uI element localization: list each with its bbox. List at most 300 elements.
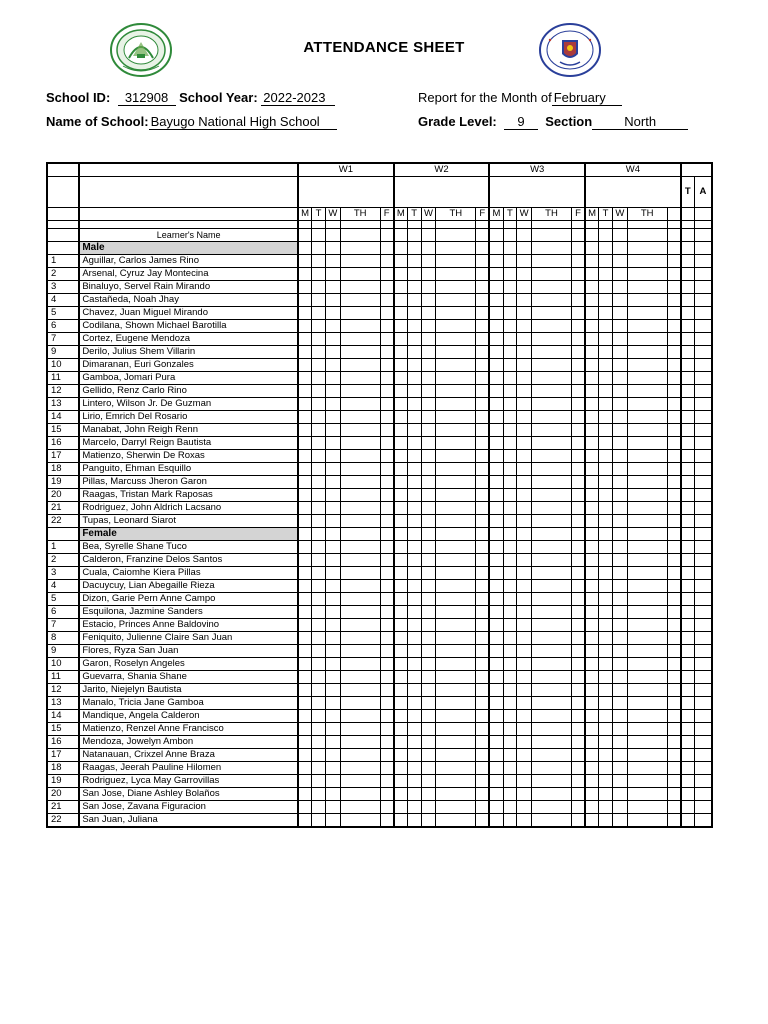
total-cell[interactable] xyxy=(681,268,695,281)
attendance-cell[interactable] xyxy=(585,684,599,697)
attendance-cell[interactable] xyxy=(585,645,599,658)
attendance-cell[interactable] xyxy=(476,697,490,710)
attendance-cell[interactable] xyxy=(612,710,627,723)
attendance-cell[interactable] xyxy=(476,242,490,255)
attendance-cell[interactable] xyxy=(627,268,667,281)
attendance-cell[interactable] xyxy=(312,515,326,528)
spacer-cell[interactable] xyxy=(476,221,490,229)
attendance-cell[interactable] xyxy=(627,255,667,268)
attendance-cell[interactable] xyxy=(380,320,394,333)
attendance-cell[interactable] xyxy=(532,255,572,268)
attendance-cell[interactable] xyxy=(407,294,421,307)
attendance-cell[interactable] xyxy=(503,489,517,502)
attendance-cell[interactable] xyxy=(517,788,532,801)
attendance-cell[interactable] xyxy=(489,606,503,619)
attendance-cell[interactable] xyxy=(394,541,408,554)
attendance-cell[interactable] xyxy=(489,775,503,788)
attendance-cell[interactable] xyxy=(489,372,503,385)
total-cell[interactable] xyxy=(681,359,695,372)
attendance-cell[interactable] xyxy=(503,749,517,762)
attendance-cell[interactable] xyxy=(340,684,380,697)
attendance-cell[interactable] xyxy=(517,489,532,502)
attendance-cell[interactable] xyxy=(489,346,503,359)
attendance-cell[interactable] xyxy=(627,281,667,294)
attendance-cell[interactable] xyxy=(627,749,667,762)
attendance-cell[interactable] xyxy=(585,775,599,788)
attendance-cell[interactable] xyxy=(436,463,476,476)
attendance-cell[interactable] xyxy=(627,398,667,411)
attendance-cell[interactable] xyxy=(532,359,572,372)
attendance-cell[interactable] xyxy=(627,619,667,632)
attendance-cell[interactable] xyxy=(298,437,312,450)
attendance-cell[interactable] xyxy=(585,632,599,645)
attendance-cell[interactable] xyxy=(394,762,408,775)
attendance-cell[interactable] xyxy=(394,255,408,268)
attendance-cell[interactable] xyxy=(394,619,408,632)
attendance-cell[interactable] xyxy=(503,398,517,411)
attendance-cell[interactable] xyxy=(476,684,490,697)
total-cell[interactable] xyxy=(681,255,695,268)
attendance-cell[interactable] xyxy=(380,619,394,632)
attendance-cell[interactable] xyxy=(298,281,312,294)
attendance-cell[interactable] xyxy=(340,632,380,645)
attendance-cell[interactable] xyxy=(325,528,340,541)
attendance-cell[interactable] xyxy=(340,346,380,359)
attendance-cell[interactable] xyxy=(436,658,476,671)
attendance-cell[interactable] xyxy=(394,450,408,463)
attendance-cell[interactable] xyxy=(627,645,667,658)
attendance-cell[interactable] xyxy=(571,606,585,619)
attendance-cell[interactable] xyxy=(489,593,503,606)
attendance-cell[interactable] xyxy=(298,606,312,619)
attendance-cell[interactable] xyxy=(325,229,340,242)
attendance-cell[interactable] xyxy=(298,736,312,749)
attendance-cell[interactable] xyxy=(517,398,532,411)
attendance-cell[interactable] xyxy=(532,645,572,658)
attendance-cell[interactable] xyxy=(599,814,613,828)
attendance-cell[interactable] xyxy=(571,697,585,710)
attendance-cell[interactable] xyxy=(421,541,436,554)
attendance-cell[interactable] xyxy=(298,476,312,489)
attendance-cell[interactable] xyxy=(517,580,532,593)
attendance-cell[interactable] xyxy=(503,645,517,658)
attendance-cell[interactable] xyxy=(298,320,312,333)
spacer-cell[interactable] xyxy=(585,221,599,229)
attendance-cell[interactable] xyxy=(585,359,599,372)
attendance-cell[interactable] xyxy=(407,606,421,619)
attendance-cell[interactable] xyxy=(517,528,532,541)
attendance-cell[interactable] xyxy=(476,541,490,554)
attendance-cell[interactable] xyxy=(325,554,340,567)
attendance-cell[interactable] xyxy=(667,359,681,372)
total-cell[interactable] xyxy=(681,333,695,346)
attendance-cell[interactable] xyxy=(571,580,585,593)
attendance-cell[interactable] xyxy=(667,476,681,489)
attendance-cell[interactable] xyxy=(532,437,572,450)
attendance-cell[interactable] xyxy=(532,567,572,580)
attendance-cell[interactable] xyxy=(585,788,599,801)
attendance-cell[interactable] xyxy=(532,450,572,463)
attendance-cell[interactable] xyxy=(667,684,681,697)
attendance-cell[interactable] xyxy=(407,775,421,788)
attendance-cell[interactable] xyxy=(612,411,627,424)
attendance-cell[interactable] xyxy=(612,671,627,684)
attendance-cell[interactable] xyxy=(667,385,681,398)
attendance-cell[interactable] xyxy=(489,450,503,463)
spacer-cell[interactable] xyxy=(421,221,436,229)
attendance-cell[interactable] xyxy=(599,593,613,606)
attendance-cell[interactable] xyxy=(517,281,532,294)
total-cell[interactable] xyxy=(681,554,695,567)
attendance-cell[interactable] xyxy=(394,645,408,658)
attendance-cell[interactable] xyxy=(612,502,627,515)
absent-cell[interactable] xyxy=(694,619,712,632)
attendance-cell[interactable] xyxy=(340,541,380,554)
attendance-cell[interactable] xyxy=(421,580,436,593)
attendance-cell[interactable] xyxy=(476,333,490,346)
attendance-cell[interactable] xyxy=(476,723,490,736)
attendance-cell[interactable] xyxy=(517,268,532,281)
attendance-cell[interactable] xyxy=(585,736,599,749)
attendance-cell[interactable] xyxy=(394,476,408,489)
attendance-cell[interactable] xyxy=(503,606,517,619)
total-cell[interactable] xyxy=(681,307,695,320)
attendance-cell[interactable] xyxy=(325,281,340,294)
attendance-cell[interactable] xyxy=(489,255,503,268)
attendance-cell[interactable] xyxy=(599,398,613,411)
attendance-cell[interactable] xyxy=(476,749,490,762)
attendance-cell[interactable] xyxy=(667,541,681,554)
attendance-cell[interactable] xyxy=(667,710,681,723)
attendance-cell[interactable] xyxy=(599,749,613,762)
attendance-cell[interactable] xyxy=(489,814,503,828)
absent-cell[interactable] xyxy=(694,736,712,749)
attendance-cell[interactable] xyxy=(667,450,681,463)
attendance-cell[interactable] xyxy=(325,788,340,801)
attendance-cell[interactable] xyxy=(312,346,326,359)
attendance-cell[interactable] xyxy=(340,788,380,801)
attendance-cell[interactable] xyxy=(298,242,312,255)
attendance-cell[interactable] xyxy=(571,346,585,359)
absent-cell[interactable] xyxy=(694,671,712,684)
attendance-cell[interactable] xyxy=(627,775,667,788)
attendance-cell[interactable] xyxy=(380,567,394,580)
attendance-cell[interactable] xyxy=(532,398,572,411)
total-cell[interactable] xyxy=(681,281,695,294)
attendance-cell[interactable] xyxy=(325,385,340,398)
attendance-cell[interactable] xyxy=(298,515,312,528)
attendance-cell[interactable] xyxy=(585,580,599,593)
total-cell[interactable] xyxy=(681,476,695,489)
attendance-cell[interactable] xyxy=(407,801,421,814)
attendance-cell[interactable] xyxy=(325,567,340,580)
total-cell[interactable] xyxy=(681,580,695,593)
attendance-cell[interactable] xyxy=(394,424,408,437)
attendance-cell[interactable] xyxy=(312,463,326,476)
attendance-cell[interactable] xyxy=(612,450,627,463)
attendance-cell[interactable] xyxy=(436,333,476,346)
attendance-cell[interactable] xyxy=(436,372,476,385)
attendance-cell[interactable] xyxy=(667,333,681,346)
attendance-cell[interactable] xyxy=(612,398,627,411)
attendance-cell[interactable] xyxy=(489,632,503,645)
attendance-cell[interactable] xyxy=(627,710,667,723)
attendance-cell[interactable] xyxy=(667,307,681,320)
attendance-cell[interactable] xyxy=(599,320,613,333)
attendance-cell[interactable] xyxy=(325,736,340,749)
attendance-cell[interactable] xyxy=(298,398,312,411)
attendance-cell[interactable] xyxy=(298,593,312,606)
attendance-cell[interactable] xyxy=(407,489,421,502)
attendance-cell[interactable] xyxy=(394,554,408,567)
attendance-cell[interactable] xyxy=(380,294,394,307)
attendance-cell[interactable] xyxy=(380,710,394,723)
attendance-cell[interactable] xyxy=(571,762,585,775)
attendance-cell[interactable] xyxy=(298,333,312,346)
attendance-cell[interactable] xyxy=(325,463,340,476)
attendance-cell[interactable] xyxy=(436,723,476,736)
attendance-cell[interactable] xyxy=(340,437,380,450)
attendance-cell[interactable] xyxy=(627,515,667,528)
attendance-cell[interactable] xyxy=(436,554,476,567)
attendance-cell[interactable] xyxy=(599,554,613,567)
attendance-cell[interactable] xyxy=(340,385,380,398)
attendance-cell[interactable] xyxy=(325,671,340,684)
attendance-cell[interactable] xyxy=(517,307,532,320)
attendance-cell[interactable] xyxy=(503,541,517,554)
total-cell[interactable] xyxy=(681,710,695,723)
attendance-cell[interactable] xyxy=(517,502,532,515)
attendance-cell[interactable] xyxy=(312,294,326,307)
attendance-cell[interactable] xyxy=(325,801,340,814)
total-cell[interactable] xyxy=(681,502,695,515)
attendance-cell[interactable] xyxy=(612,372,627,385)
attendance-cell[interactable] xyxy=(599,424,613,437)
attendance-cell[interactable] xyxy=(532,372,572,385)
attendance-cell[interactable] xyxy=(667,723,681,736)
total-cell[interactable] xyxy=(681,541,695,554)
absent-cell[interactable] xyxy=(694,307,712,320)
absent-cell[interactable] xyxy=(694,710,712,723)
attendance-cell[interactable] xyxy=(476,255,490,268)
attendance-cell[interactable] xyxy=(667,463,681,476)
attendance-cell[interactable] xyxy=(312,723,326,736)
attendance-cell[interactable] xyxy=(627,450,667,463)
attendance-cell[interactable] xyxy=(325,255,340,268)
attendance-cell[interactable] xyxy=(476,463,490,476)
attendance-cell[interactable] xyxy=(667,346,681,359)
attendance-cell[interactable] xyxy=(532,606,572,619)
attendance-cell[interactable] xyxy=(394,294,408,307)
attendance-cell[interactable] xyxy=(380,658,394,671)
attendance-cell[interactable] xyxy=(340,320,380,333)
attendance-cell[interactable] xyxy=(421,645,436,658)
attendance-cell[interactable] xyxy=(380,580,394,593)
attendance-cell[interactable] xyxy=(476,489,490,502)
attendance-cell[interactable] xyxy=(571,645,585,658)
attendance-cell[interactable] xyxy=(407,710,421,723)
attendance-cell[interactable] xyxy=(517,567,532,580)
attendance-cell[interactable] xyxy=(489,723,503,736)
attendance-cell[interactable] xyxy=(325,307,340,320)
attendance-cell[interactable] xyxy=(312,645,326,658)
attendance-cell[interactable] xyxy=(312,762,326,775)
attendance-cell[interactable] xyxy=(394,359,408,372)
attendance-cell[interactable] xyxy=(421,515,436,528)
attendance-cell[interactable] xyxy=(421,372,436,385)
attendance-cell[interactable] xyxy=(340,424,380,437)
attendance-cell[interactable] xyxy=(599,528,613,541)
attendance-cell[interactable] xyxy=(599,476,613,489)
attendance-cell[interactable] xyxy=(517,697,532,710)
attendance-cell[interactable] xyxy=(421,788,436,801)
attendance-cell[interactable] xyxy=(312,437,326,450)
attendance-cell[interactable] xyxy=(436,346,476,359)
attendance-cell[interactable] xyxy=(436,749,476,762)
attendance-cell[interactable] xyxy=(325,476,340,489)
attendance-cell[interactable] xyxy=(325,411,340,424)
attendance-cell[interactable] xyxy=(612,645,627,658)
attendance-cell[interactable] xyxy=(407,320,421,333)
attendance-cell[interactable] xyxy=(627,463,667,476)
attendance-cell[interactable] xyxy=(599,736,613,749)
attendance-cell[interactable] xyxy=(436,437,476,450)
attendance-cell[interactable] xyxy=(585,255,599,268)
absent-cell[interactable] xyxy=(694,658,712,671)
attendance-cell[interactable] xyxy=(517,424,532,437)
attendance-cell[interactable] xyxy=(436,788,476,801)
attendance-cell[interactable] xyxy=(298,710,312,723)
attendance-cell[interactable] xyxy=(627,606,667,619)
attendance-cell[interactable] xyxy=(436,307,476,320)
attendance-cell[interactable] xyxy=(612,242,627,255)
attendance-cell[interactable] xyxy=(532,801,572,814)
attendance-cell[interactable] xyxy=(517,606,532,619)
attendance-cell[interactable] xyxy=(298,554,312,567)
attendance-cell[interactable] xyxy=(571,255,585,268)
attendance-cell[interactable] xyxy=(532,580,572,593)
absent-cell[interactable] xyxy=(694,606,712,619)
attendance-cell[interactable] xyxy=(667,502,681,515)
attendance-cell[interactable] xyxy=(325,294,340,307)
total-cell[interactable] xyxy=(681,450,695,463)
attendance-cell[interactable] xyxy=(407,658,421,671)
attendance-cell[interactable] xyxy=(489,515,503,528)
attendance-cell[interactable] xyxy=(627,658,667,671)
attendance-cell[interactable] xyxy=(312,450,326,463)
attendance-cell[interactable] xyxy=(599,489,613,502)
attendance-cell[interactable] xyxy=(667,697,681,710)
attendance-cell[interactable] xyxy=(298,502,312,515)
attendance-cell[interactable] xyxy=(627,411,667,424)
attendance-cell[interactable] xyxy=(421,606,436,619)
attendance-cell[interactable] xyxy=(571,229,585,242)
spacer-cell[interactable] xyxy=(312,221,326,229)
attendance-cell[interactable] xyxy=(667,567,681,580)
attendance-cell[interactable] xyxy=(407,814,421,828)
attendance-cell[interactable] xyxy=(627,528,667,541)
attendance-cell[interactable] xyxy=(394,580,408,593)
attendance-cell[interactable] xyxy=(394,710,408,723)
attendance-cell[interactable] xyxy=(503,710,517,723)
attendance-cell[interactable] xyxy=(571,528,585,541)
attendance-cell[interactable] xyxy=(421,294,436,307)
attendance-cell[interactable] xyxy=(599,697,613,710)
attendance-cell[interactable] xyxy=(298,268,312,281)
attendance-cell[interactable] xyxy=(612,437,627,450)
attendance-cell[interactable] xyxy=(421,736,436,749)
attendance-cell[interactable] xyxy=(421,255,436,268)
attendance-cell[interactable] xyxy=(612,489,627,502)
attendance-cell[interactable] xyxy=(532,684,572,697)
attendance-cell[interactable] xyxy=(571,411,585,424)
absent-cell[interactable] xyxy=(694,372,712,385)
attendance-cell[interactable] xyxy=(312,268,326,281)
attendance-cell[interactable] xyxy=(612,346,627,359)
attendance-cell[interactable] xyxy=(517,671,532,684)
attendance-cell[interactable] xyxy=(532,736,572,749)
attendance-cell[interactable] xyxy=(532,463,572,476)
attendance-cell[interactable] xyxy=(612,567,627,580)
attendance-cell[interactable] xyxy=(380,632,394,645)
attendance-cell[interactable] xyxy=(667,788,681,801)
attendance-cell[interactable] xyxy=(421,658,436,671)
attendance-cell[interactable] xyxy=(599,619,613,632)
attendance-cell[interactable] xyxy=(407,398,421,411)
attendance-cell[interactable] xyxy=(612,268,627,281)
attendance-cell[interactable] xyxy=(298,346,312,359)
attendance-cell[interactable] xyxy=(532,411,572,424)
attendance-cell[interactable] xyxy=(312,658,326,671)
attendance-cell[interactable] xyxy=(599,437,613,450)
attendance-cell[interactable] xyxy=(612,424,627,437)
attendance-cell[interactable] xyxy=(667,294,681,307)
attendance-cell[interactable] xyxy=(380,359,394,372)
absent-cell[interactable] xyxy=(694,346,712,359)
attendance-cell[interactable] xyxy=(298,723,312,736)
attendance-cell[interactable] xyxy=(476,606,490,619)
attendance-cell[interactable] xyxy=(489,554,503,567)
attendance-cell[interactable] xyxy=(312,476,326,489)
total-cell[interactable] xyxy=(681,229,695,242)
attendance-cell[interactable] xyxy=(340,606,380,619)
attendance-cell[interactable] xyxy=(585,281,599,294)
attendance-cell[interactable] xyxy=(380,450,394,463)
attendance-cell[interactable] xyxy=(312,632,326,645)
attendance-cell[interactable] xyxy=(340,450,380,463)
attendance-cell[interactable] xyxy=(312,736,326,749)
attendance-cell[interactable] xyxy=(407,476,421,489)
attendance-cell[interactable] xyxy=(612,320,627,333)
attendance-cell[interactable] xyxy=(340,268,380,281)
attendance-cell[interactable] xyxy=(503,476,517,489)
attendance-cell[interactable] xyxy=(571,593,585,606)
attendance-cell[interactable] xyxy=(394,268,408,281)
absent-cell[interactable] xyxy=(694,749,712,762)
attendance-cell[interactable] xyxy=(599,229,613,242)
absent-cell[interactable] xyxy=(694,242,712,255)
attendance-cell[interactable] xyxy=(436,515,476,528)
spacer-cell[interactable] xyxy=(298,221,312,229)
attendance-cell[interactable] xyxy=(394,229,408,242)
attendance-cell[interactable] xyxy=(380,489,394,502)
absent-cell[interactable] xyxy=(694,801,712,814)
attendance-cell[interactable] xyxy=(394,307,408,320)
attendance-cell[interactable] xyxy=(532,242,572,255)
absent-cell[interactable] xyxy=(694,294,712,307)
attendance-cell[interactable] xyxy=(627,385,667,398)
attendance-cell[interactable] xyxy=(667,632,681,645)
